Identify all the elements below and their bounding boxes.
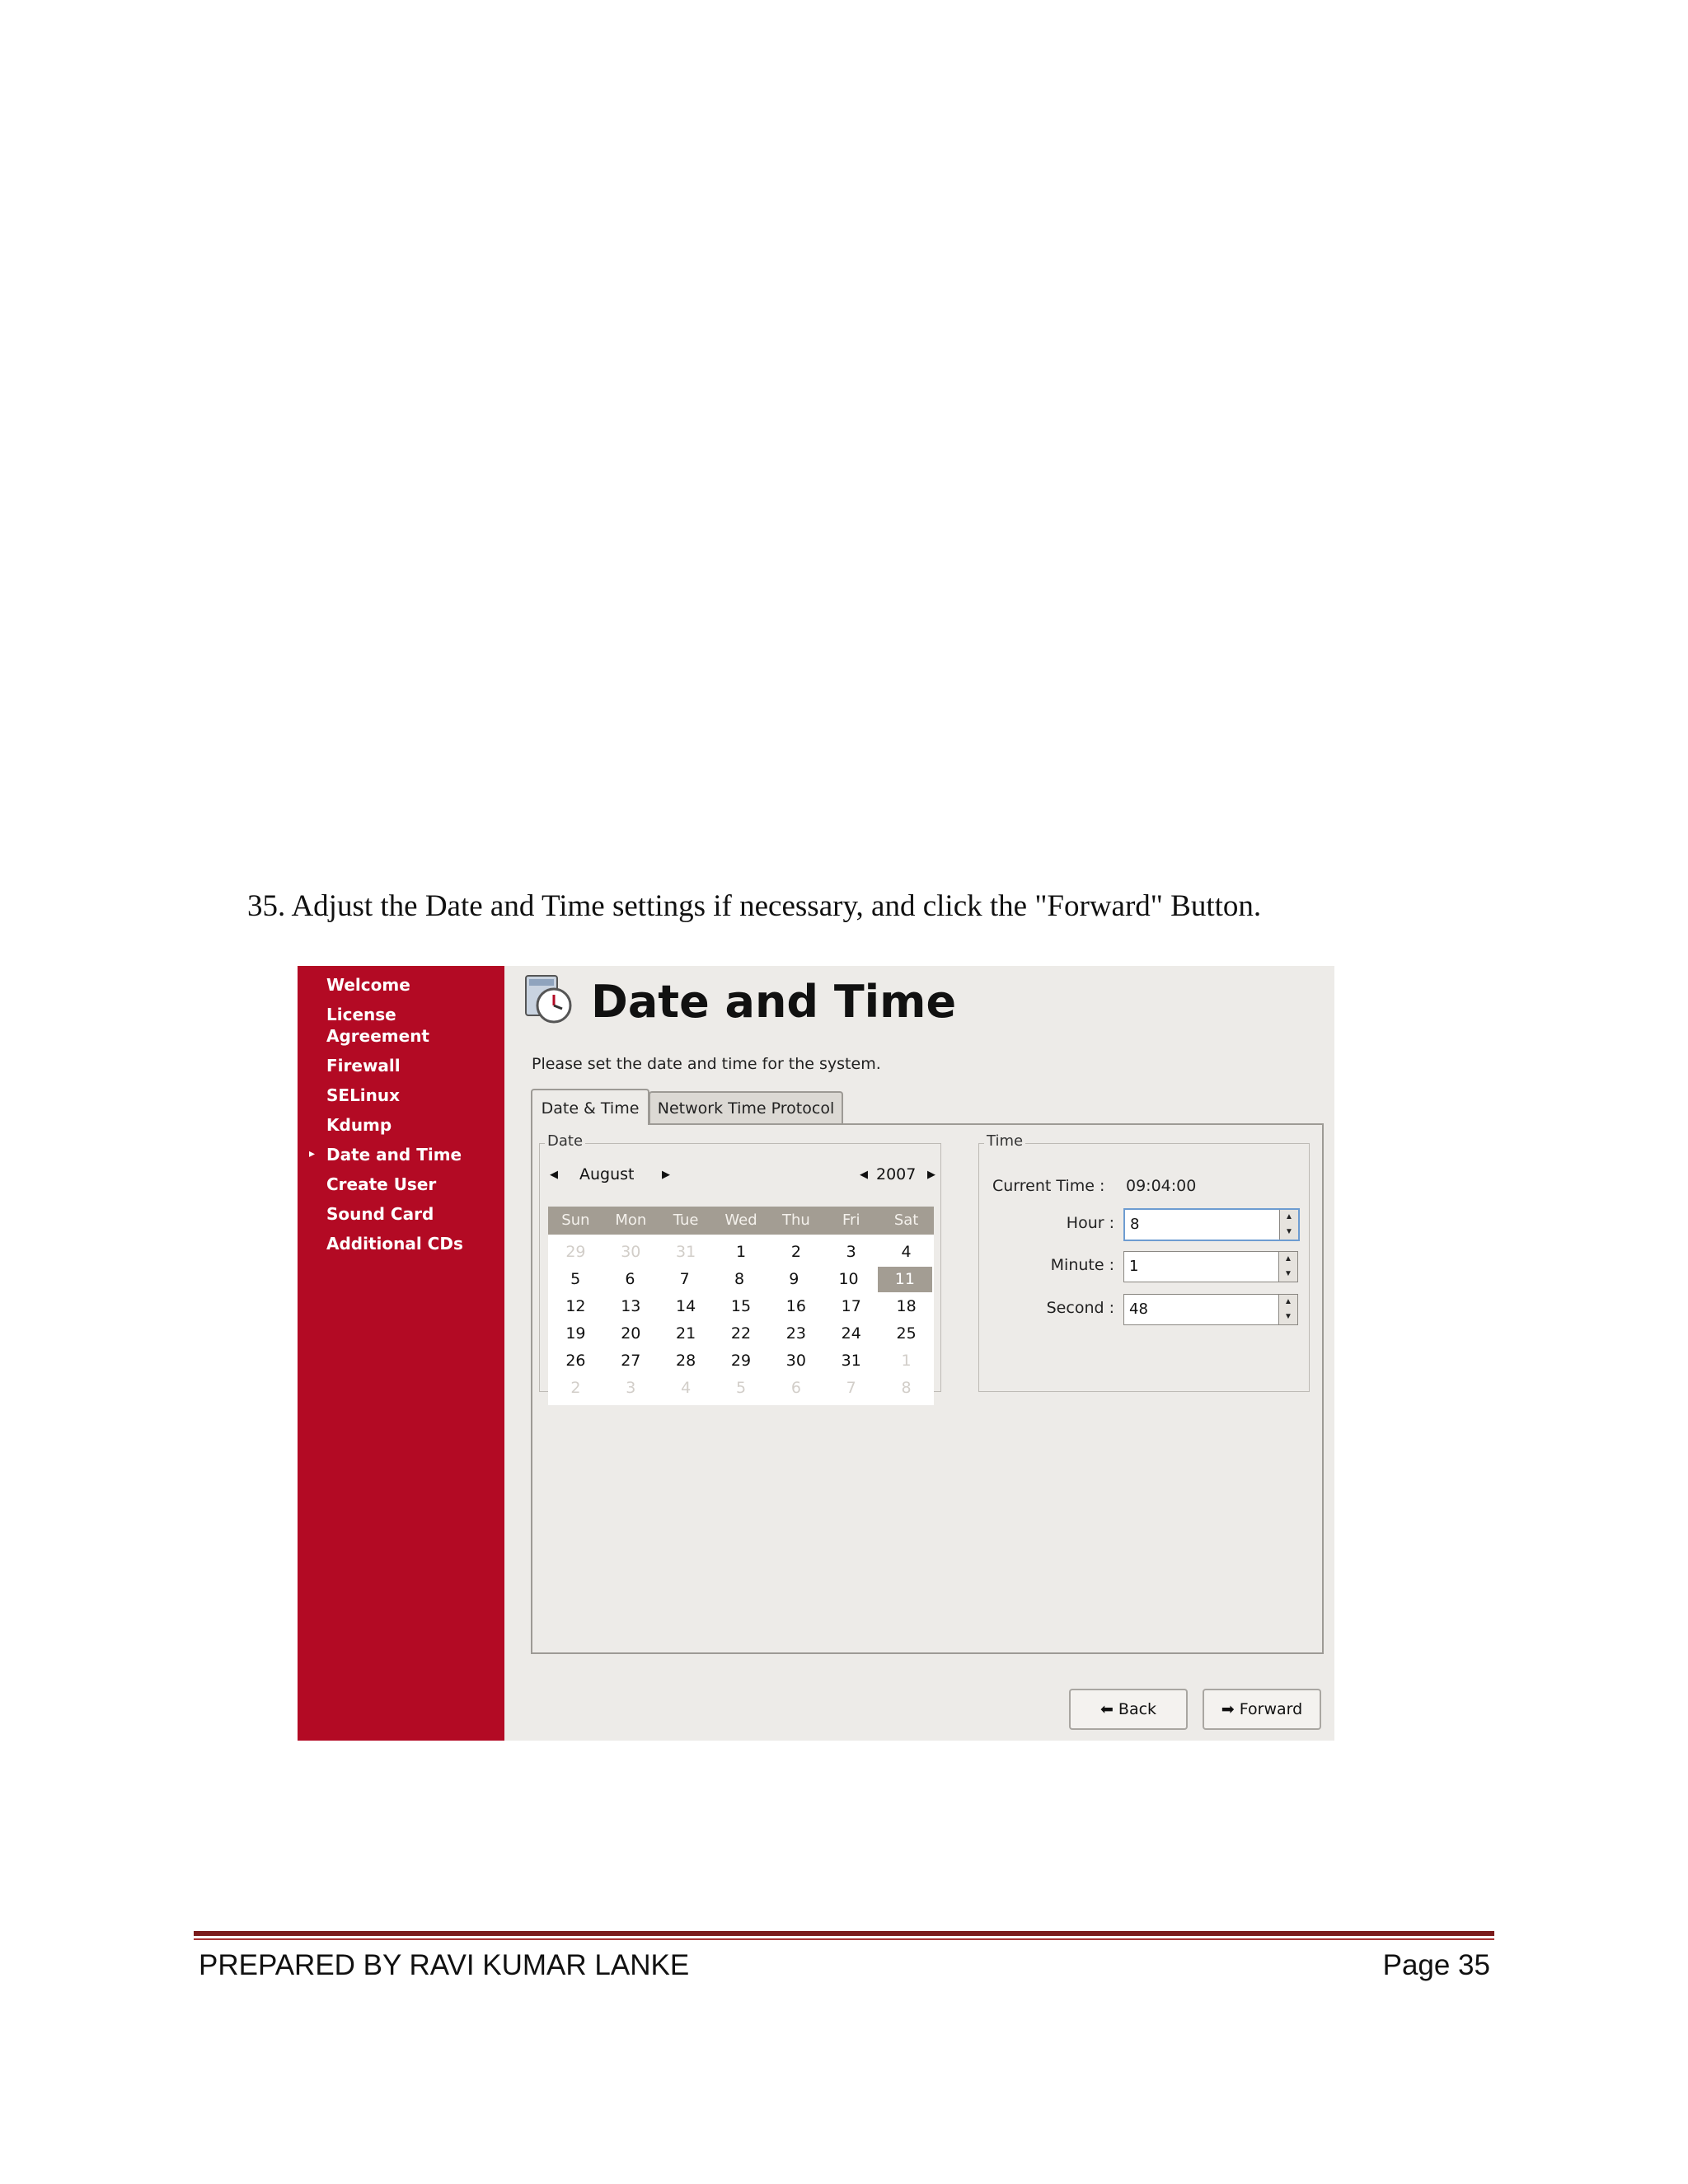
instruction-text: 35. Adjust the Date and Time settings if necessary, and click the "Forward" Button. (247, 889, 1262, 923)
down-arrow-icon[interactable]: ▼ (1285, 1227, 1293, 1236)
back-button-label: Back (1118, 1700, 1157, 1718)
sidebar-item-welcome: Welcome (326, 975, 410, 995)
next-year-icon[interactable]: ▶ (927, 1169, 935, 1181)
calendar-day[interactable]: 9 (789, 1270, 799, 1288)
second-label: Second : (1046, 1299, 1114, 1317)
calendar-day[interactable]: 16 (785, 1297, 806, 1315)
sidebar-item-selinux: SELinux (326, 1085, 401, 1105)
calendar-day[interactable]: 12 (565, 1297, 586, 1315)
second-stepper[interactable] (1123, 1294, 1298, 1325)
minute-spin-buttons[interactable] (1278, 1252, 1297, 1282)
calendar-day[interactable]: 5 (570, 1270, 581, 1288)
calendar-day[interactable]: 26 (565, 1352, 586, 1370)
calendar-day[interactable]: 6 (790, 1379, 801, 1397)
calendar-day[interactable]: 31 (841, 1352, 861, 1370)
date-frame (539, 1132, 941, 1397)
calendar-day[interactable]: 22 (730, 1324, 752, 1343)
calendar-day[interactable]: 29 (730, 1352, 752, 1370)
sidebar-item-license: License (326, 1005, 396, 1024)
forward-button-label: Forward (1239, 1700, 1303, 1718)
calendar-day[interactable]: 6 (625, 1270, 635, 1288)
calendar-day[interactable]: 7 (679, 1270, 690, 1288)
page-title: Date and Time (591, 976, 957, 1028)
weekday-label: Wed (724, 1212, 757, 1229)
installer-screenshot (298, 966, 1334, 1741)
calendar-day[interactable]: 20 (621, 1324, 641, 1343)
calendar-day[interactable]: 25 (896, 1324, 917, 1343)
calendar-day[interactable]: 11 (878, 1267, 932, 1292)
calendar-day[interactable]: 1 (735, 1243, 747, 1261)
weekday-label: Sun (561, 1212, 590, 1229)
current-time-value: 09:04:00 (1126, 1177, 1197, 1195)
footer-page-number: Page 35 (1382, 1949, 1490, 1981)
page-description: Please set the date and time for the system. (532, 1055, 881, 1073)
calendar-days (548, 1235, 934, 1405)
tab-label: Network Time Protocol (657, 1099, 835, 1118)
calendar-day[interactable]: 4 (681, 1379, 692, 1397)
back-button[interactable] (1069, 1689, 1188, 1730)
calendar-day[interactable]: 29 (565, 1243, 586, 1261)
hour-value: 8 (1130, 1216, 1140, 1233)
sidebar-item-additional-cds: Additional CDs (326, 1234, 463, 1254)
calendar-day[interactable]: 7 (846, 1379, 856, 1397)
calendar-day[interactable]: 2 (790, 1243, 801, 1261)
calendar-day[interactable]: 21 (676, 1324, 696, 1343)
current-step-arrow-icon: ▸ (309, 1146, 316, 1160)
up-arrow-icon[interactable]: ▲ (1285, 1212, 1293, 1221)
calendar-day[interactable]: 10 (838, 1270, 859, 1288)
calendar-day[interactable]: 30 (785, 1352, 806, 1370)
year-label: 2007 (876, 1165, 917, 1183)
down-arrow-icon[interactable]: ▼ (1284, 1312, 1292, 1321)
calendar-day[interactable]: 8 (734, 1270, 745, 1288)
calendar-day[interactable]: 19 (565, 1324, 586, 1343)
second-value: 48 (1129, 1301, 1148, 1318)
second-spin-buttons[interactable] (1278, 1295, 1297, 1324)
tab-network-time-protocol[interactable] (649, 1091, 843, 1124)
footer-author: PREPARED BY RAVI KUMAR LANKE (199, 1949, 690, 1981)
minute-stepper[interactable] (1123, 1251, 1298, 1282)
calendar-week-row (548, 1347, 934, 1375)
current-time-label: Current Time : (992, 1177, 1105, 1195)
calendar-day[interactable]: 14 (676, 1297, 696, 1315)
next-month-icon[interactable]: ▶ (662, 1169, 670, 1181)
hour-spin-buttons[interactable] (1279, 1210, 1298, 1240)
up-arrow-icon[interactable]: ▲ (1284, 1297, 1292, 1306)
month-label: August (579, 1165, 635, 1183)
sidebar (298, 966, 504, 1741)
weekday-label: Fri (842, 1212, 860, 1229)
back-arrow-icon: ⬅ (1100, 1700, 1114, 1718)
sidebar-item-sound-card: Sound Card (326, 1204, 434, 1224)
tab-panel (531, 1123, 1324, 1654)
weekday-label: Thu (781, 1212, 810, 1229)
calendar-week-row (548, 1266, 934, 1293)
minute-value: 1 (1129, 1258, 1139, 1275)
calendar-day[interactable]: 15 (730, 1297, 752, 1315)
footer-rule-thin (194, 1938, 1494, 1940)
weekday-label: Sat (893, 1212, 919, 1229)
main-content (504, 966, 1334, 1741)
prev-month-icon[interactable]: ◀ (550, 1169, 558, 1181)
calendar-day[interactable]: 28 (676, 1352, 696, 1370)
calendar-day[interactable]: 1 (901, 1352, 912, 1370)
forward-arrow-icon: ➡ (1221, 1700, 1235, 1718)
sidebar-item-firewall: Firewall (326, 1056, 401, 1076)
calendar-day[interactable]: 4 (901, 1243, 912, 1261)
calendar-day[interactable]: 3 (846, 1243, 856, 1261)
up-arrow-icon[interactable]: ▲ (1284, 1254, 1292, 1263)
calendar-day[interactable]: 5 (735, 1379, 747, 1397)
calendar-day[interactable]: 18 (896, 1297, 917, 1315)
time-frame-label: Time (984, 1132, 1025, 1150)
tab-label: Date & Time (541, 1099, 640, 1118)
time-frame (978, 1132, 1310, 1392)
clock-icon (521, 972, 575, 1027)
calendar-day[interactable]: 24 (841, 1324, 861, 1343)
minute-label: Minute : (1050, 1256, 1114, 1274)
calendar-week-row (548, 1293, 934, 1320)
tab-date-and-time[interactable] (531, 1089, 649, 1125)
calendar-week-row (548, 1320, 934, 1347)
sidebar-item-kdump: Kdump (326, 1115, 392, 1135)
calendar-day[interactable]: 8 (901, 1379, 912, 1397)
calendar-day[interactable]: 31 (676, 1243, 696, 1261)
weekday-label: Mon (615, 1212, 647, 1229)
down-arrow-icon[interactable]: ▼ (1284, 1269, 1292, 1278)
sidebar-item-agreement: Agreement (326, 1026, 429, 1046)
sidebar-item-create-user: Create User (326, 1174, 437, 1194)
calendar-day[interactable]: 17 (841, 1297, 861, 1315)
calendar-day[interactable]: 27 (621, 1352, 641, 1370)
calendar (548, 1207, 934, 1405)
forward-button[interactable] (1203, 1689, 1321, 1730)
calendar-week-row (548, 1239, 934, 1266)
calendar-day[interactable]: 3 (626, 1379, 636, 1397)
footer-rule (194, 1931, 1494, 1936)
calendar-day[interactable]: 13 (621, 1297, 641, 1315)
hour-label: Hour : (1066, 1214, 1114, 1232)
calendar-week-row (548, 1375, 934, 1402)
weekday-label: Tue (673, 1212, 699, 1229)
sidebar-item-date-and-time: Date and Time (326, 1145, 462, 1165)
prev-year-icon[interactable]: ◀ (860, 1169, 868, 1181)
calendar-day[interactable]: 23 (785, 1324, 806, 1343)
calendar-day[interactable]: 2 (570, 1379, 581, 1397)
calendar-day[interactable]: 30 (621, 1243, 641, 1261)
hour-stepper[interactable] (1123, 1208, 1300, 1241)
date-frame-label: Date (545, 1132, 585, 1150)
calendar-weekday-header (548, 1207, 934, 1235)
